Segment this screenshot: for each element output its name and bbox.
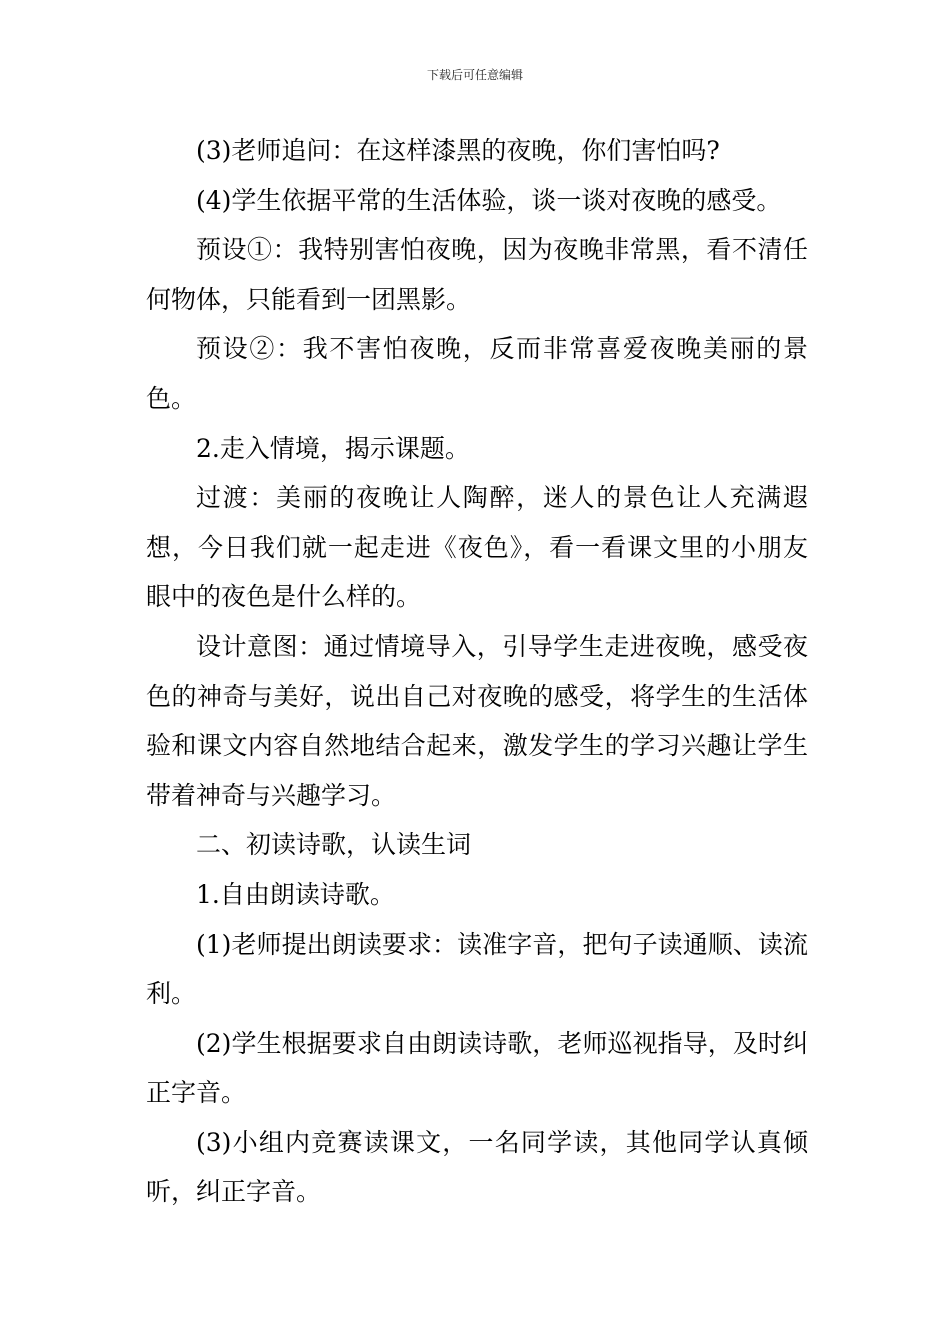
paragraph: 预设①：我特别害怕夜晚，因为夜晚非常黑，看不清任何物体，只能看到一团黑影。 xyxy=(146,235,808,314)
paragraph: (2)学生根据要求自由朗读诗歌，老师巡视指导，及时纠正字音。 xyxy=(146,1028,808,1108)
paragraph: 设计意图：通过情境导入，引导学生走进夜晚，感受夜色的神奇与美好，说出自己对夜晚的感受，将学生的生活体验和课文内容自然地结合起来，激发学生的学习兴趣让学生带着神奇与兴趣学习。 xyxy=(146,631,808,810)
page-header: 下载后可任意编辑 xyxy=(426,68,523,82)
document-body xyxy=(146,126,808,1217)
paragraph: 过渡：美丽的夜晚让人陶醉，迷人的景色让人充满遐想，今日我们就一起走进《夜色》，看一看课文里的小朋友眼中的夜色是什么样的。 xyxy=(146,483,808,612)
paragraph: (4)学生依据平常的生活体验，谈一谈对夜晚的感受。 xyxy=(196,185,782,215)
paragraph: 1.自由朗读诗歌。 xyxy=(196,879,395,909)
paragraph: (3)老师追问：在这样漆黑的夜晚，你们害怕吗? xyxy=(196,136,720,165)
paragraph: (3)小组内竞赛读课文，一名同学读，其他同学认真倾听，纠正字音。 xyxy=(146,1127,808,1207)
paragraph: 2.走入情境，揭示课题。 xyxy=(196,433,470,463)
paragraph: (1)老师提出朗读要求：读准字音，把句子读通顺、读流利。 xyxy=(146,929,808,1009)
section-heading: 二、初读诗歌，认读生词 xyxy=(196,830,472,860)
paragraph: 预设②：我不害怕夜晚，反而非常喜爱夜晚美丽的景色。 xyxy=(146,334,808,413)
